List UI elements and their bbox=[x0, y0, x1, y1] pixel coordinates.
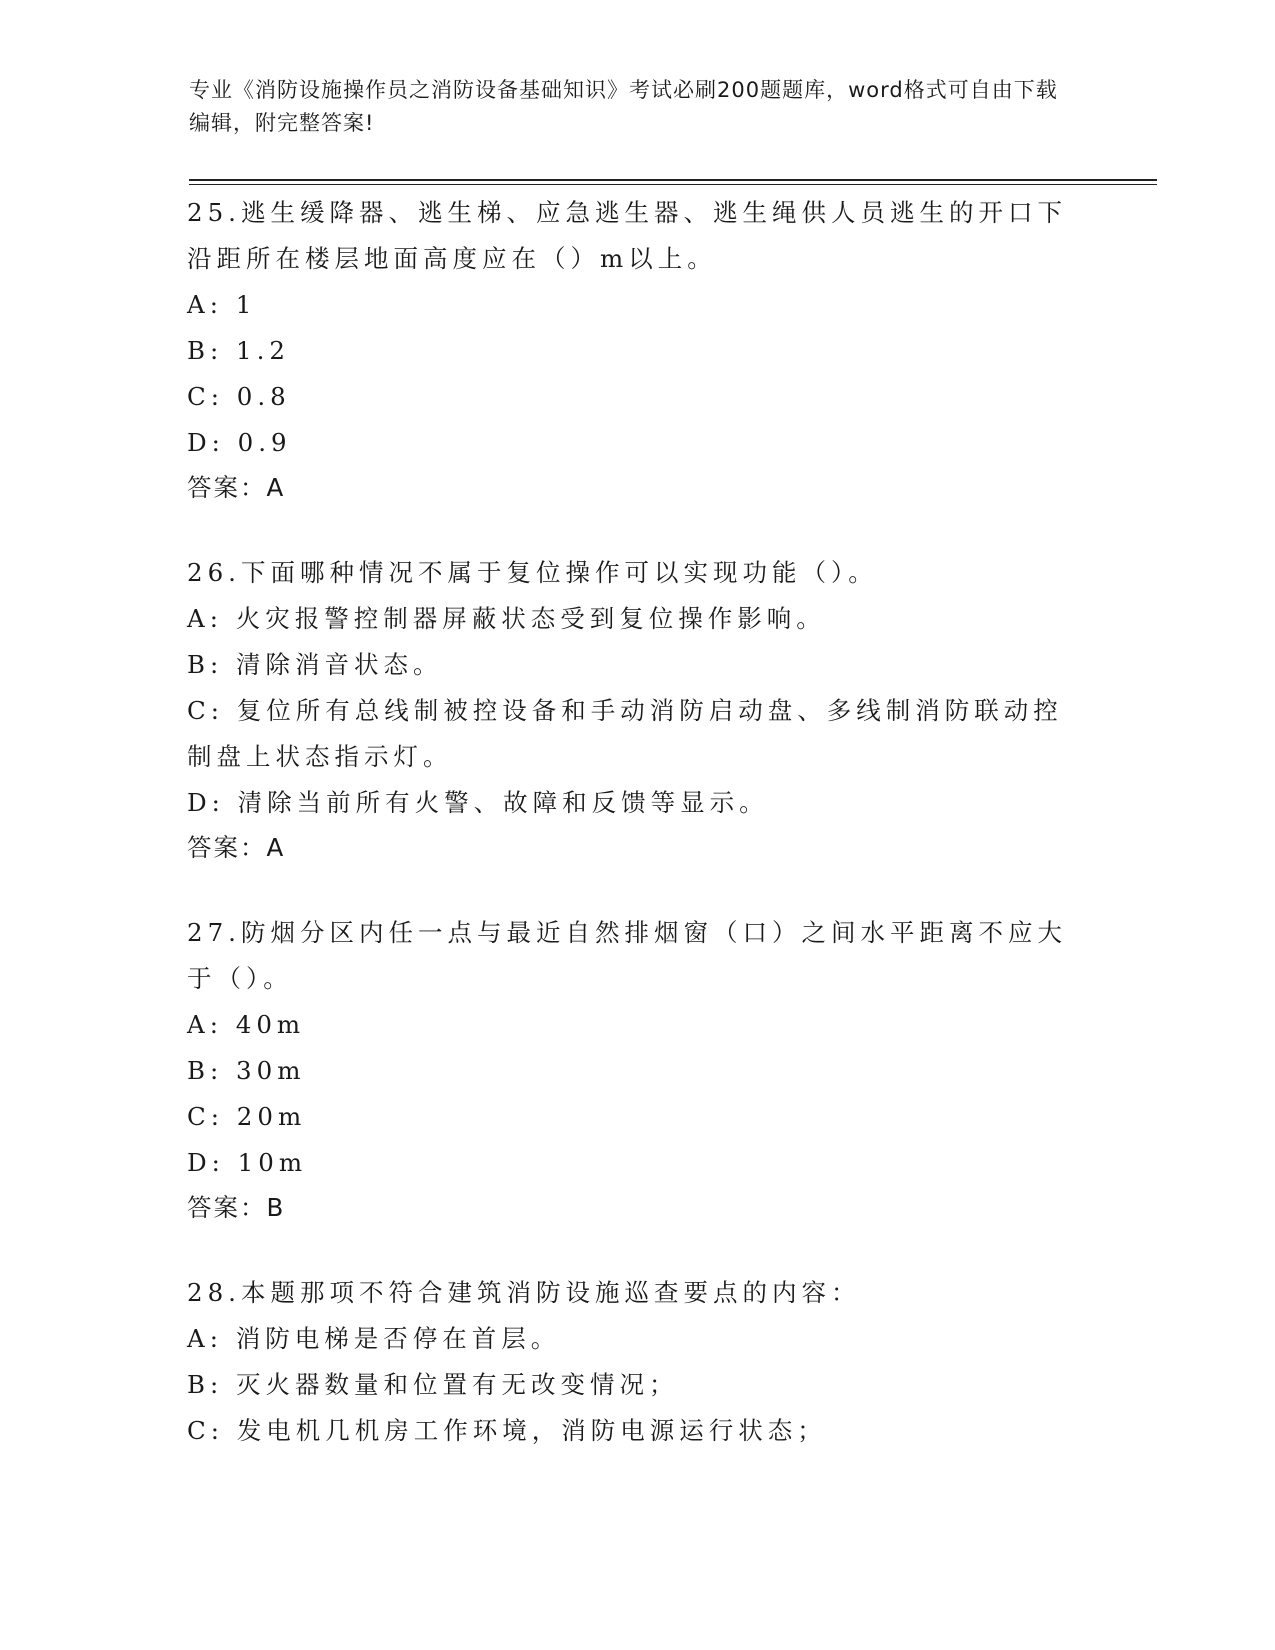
question-text: 28.本题那项不符合建筑消防设施巡查要点的内容： bbox=[187, 1278, 861, 1307]
option-c: C: 0.8 bbox=[187, 382, 291, 411]
option-b: B: 清除消音状态。 bbox=[187, 650, 443, 679]
answer: 答案：B bbox=[187, 1193, 286, 1222]
answer: 答案：A bbox=[187, 833, 286, 862]
option-a: A: 1 bbox=[187, 290, 257, 319]
option-d: D: 清除当前所有火警、故障和反馈等显示。 bbox=[187, 788, 769, 817]
option-d: D: 0.9 bbox=[187, 428, 292, 457]
header-divider-thin bbox=[189, 184, 1157, 185]
question-26 bbox=[187, 550, 1087, 870]
question-28 bbox=[187, 1270, 1087, 1454]
question-text: 26.下面哪种情况不属于复位操作可以实现功能（）。 bbox=[187, 558, 878, 587]
question-text: 25.逃生缓降器、逃生梯、应急逃生器、逃生绳供人员逃生的开口下沿距所在楼层地面高度应在（）m以上。 bbox=[187, 198, 1067, 273]
question-25 bbox=[187, 190, 1087, 510]
option-a: A: 火灾报警控制器屏蔽状态受到复位操作影响。 bbox=[187, 604, 826, 633]
header-divider-thick bbox=[189, 179, 1157, 181]
option-b: B: 30m bbox=[187, 1056, 306, 1085]
option-c: C: 20m bbox=[187, 1102, 307, 1131]
question-27 bbox=[187, 910, 1087, 1230]
header-title: 专业《消防设施操作员之消防设备基础知识》考试必刷200题题库，word格式可自由下载编辑，附完整答案! bbox=[189, 78, 1058, 135]
answer: 答案：A bbox=[187, 473, 286, 502]
option-a: A: 消防电梯是否停在首层。 bbox=[187, 1324, 561, 1353]
option-d: D: 10m bbox=[187, 1148, 308, 1177]
question-list bbox=[187, 190, 1087, 1494]
option-c: C: 发电机几机房工作环境，消防电源运行状态； bbox=[187, 1416, 827, 1445]
option-b: B: 1.2 bbox=[187, 336, 291, 365]
document-header bbox=[189, 74, 1069, 140]
question-text: 27.防烟分区内任一点与最近自然排烟窗（口）之间水平距离不应大于（）。 bbox=[187, 918, 1067, 993]
option-c: C: 复位所有总线制被控设备和手动消防启动盘、多线制消防联动控制盘上状态指示灯。 bbox=[187, 696, 1063, 771]
option-a: A: 40m bbox=[187, 1010, 306, 1039]
option-b: B: 灭火器数量和位置有无改变情况； bbox=[187, 1370, 679, 1399]
